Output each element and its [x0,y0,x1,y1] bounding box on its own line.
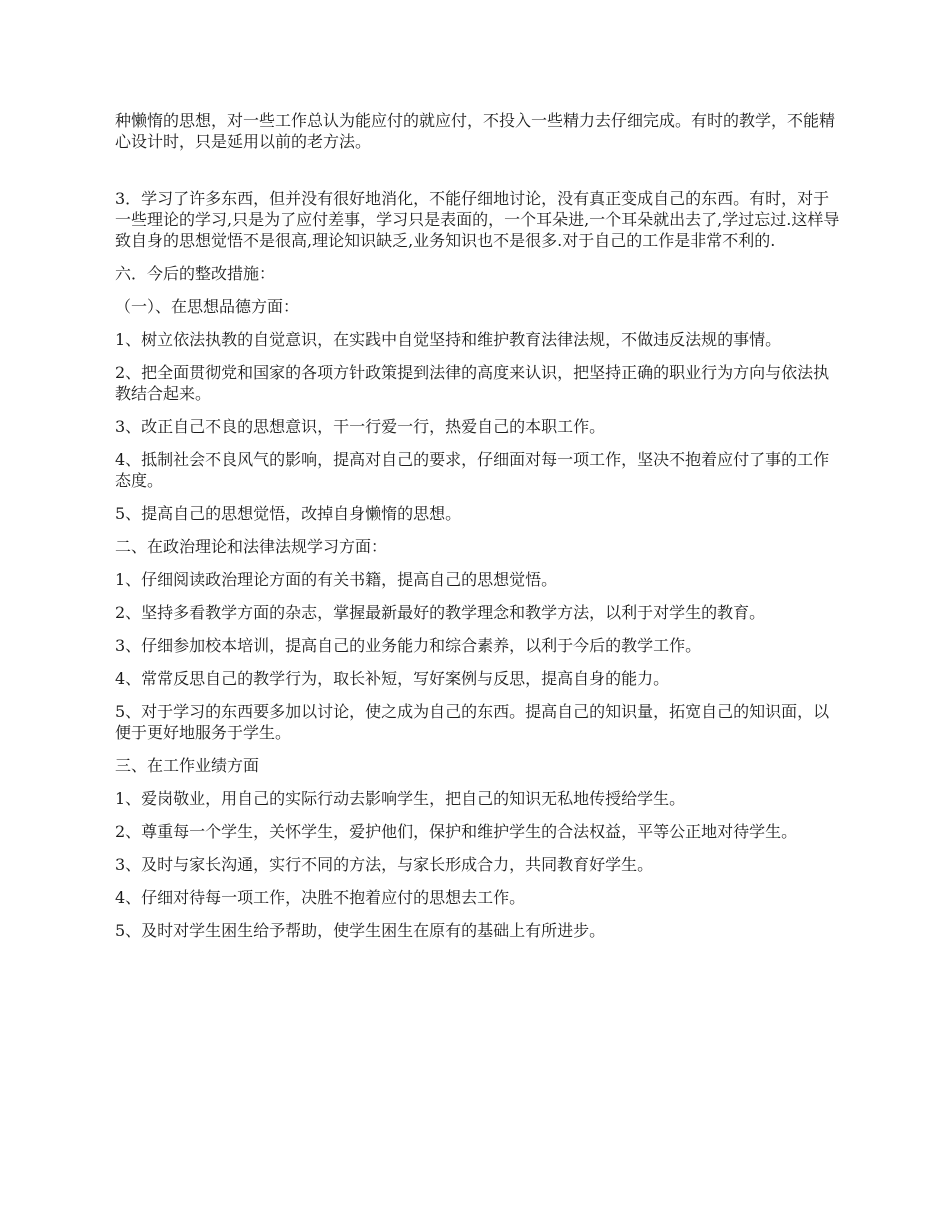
list-item: 2、坚持多看教学方面的杂志，掌握最新最好的教学理念和教学方法，以利于对学生的教育。 [115,603,766,622]
section-heading-six: 六．今后的整改措施： [115,264,276,283]
list-item: 4、抵制社会不良风气的影响，提高对自己的要求，仔细面对每一项工作，坚决不抱着应付了事的工作态度。 [115,450,830,490]
list-item: 1、爱岗敬业，用自己的实际行动去影响学生，把自己的知识无私地传授给学生。 [115,789,686,808]
list-item: 4、常常反思自己的教学行为，取长补短，写好案例与反思，提高自身的能力。 [115,669,670,688]
list-item: 5、及时对学生困生给予帮助，使学生困生在原有的基础上有所进步。 [115,921,606,940]
paragraph-continuation: 种懒惰的思想，对一些工作总认为能应付的就应付，不投入一些精力去仔细完成。有时的教学，不能精心设计时，只是延用以前的老方法。 [115,111,836,151]
list-item: 2、尊重每一个学生，关怀学生，爱护他们，保护和维护学生的合法权益，平等公正地对待学生。 [115,822,798,841]
document-body [115,110,840,953]
list-item: 5、提高自己的思想觉悟，改掉自身懒惰的思想。 [115,504,462,523]
list-item: 2、把全面贯彻党和国家的各项方针政策提到法律的高度来认识，把坚持正确的职业行为方向与依法执教结合起来。 [115,363,830,403]
paragraph-point-3: 3．学习了许多东西，但并没有很好地消化，不能仔细地讨论，没有真正变成自己的东西。有时，对于一些理论的学习,只是为了应付差事，学习只是表面的，一个耳朵进,一个耳朵就出去了,学过忘过.这样导致自身的思想觉悟不是很高,理论知识缺乏,业务知识也不是很多.对于自己的工作是非常不利的. [115,189,840,250]
list-item: 3、改正自己不良的思想意识，干一行爱一行，热爱自己的本职工作。 [115,417,606,436]
list-item: 5、对于学习的东西要多加以讨论，使之成为自己的东西。提高自己的知识量，拓宽自己的知识面，以便于更好地服务于学生。 [115,702,830,742]
list-item: 4、仔细对待每一项工作，决胜不抱着应付的思想去工作。 [115,888,526,907]
subsection-heading-performance: 三、在工作业绩方面 [115,756,260,775]
subsection-heading-ideology: （一）、在思想品德方面： [115,297,300,316]
list-item: 3、仔细参加校本培训，提高自己的业务能力和综合素养，以利于今后的教学工作。 [115,636,702,655]
list-item: 1、仔细阅读政治理论方面的有关书籍，提高自己的思想觉悟。 [115,570,558,589]
list-item: 3、及时与家长沟通，实行不同的方法，与家长形成合力，共同教育好学生。 [115,855,654,874]
subsection-heading-politics: 二、在政治理论和法律法规学习方面： [115,537,388,556]
list-item: 1、树立依法执教的自觉意识，在实践中自觉坚持和维护教育法律法规，不做违反法规的事情。 [115,330,782,349]
